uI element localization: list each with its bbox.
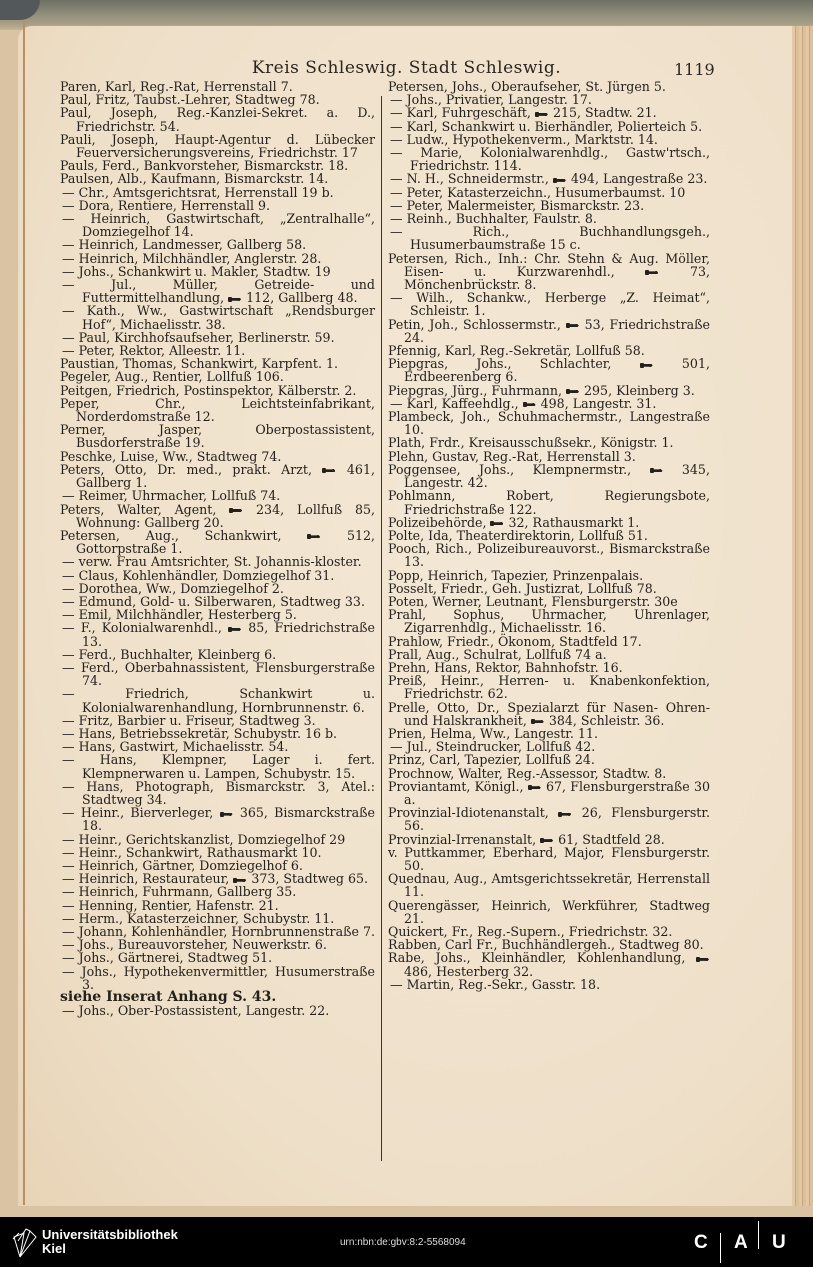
entry-text: Plath, Frdr., Kreisausschußsekr., Königstr. 1. xyxy=(388,435,674,451)
directory-entry xyxy=(60,1004,375,1017)
directory-entry: Rabe, Johs., Kleinhändler, Kohlenhandlung, 486, Hesterberg 32. xyxy=(388,951,710,977)
entry-text: Pauls, Ferd., Bankvorsteher, Bismarckstr. 18. xyxy=(60,158,349,174)
entry-text: Petersen, Aug., Schankwirt, xyxy=(60,527,282,543)
entry-address: Friedrichstraße 13. xyxy=(82,620,375,649)
telephone-icon xyxy=(229,506,243,514)
entry-text: Jul., Steindrucker, Lollfuß 42. xyxy=(406,739,596,755)
entry-text: Marie, Kolonialwarenhdlg., Gastw'rtsch., Friedrichstr. 114. xyxy=(410,145,710,174)
footer-bar xyxy=(0,1217,813,1267)
directory-entry: Petin, Joh., Schlossermstr., 53, Friedrichstraße 24. xyxy=(388,316,710,345)
telephone-icon xyxy=(531,717,545,725)
telephone-icon xyxy=(528,783,542,791)
entry-text: Heinrich, Restaurateur, xyxy=(78,871,230,887)
phone-number: 345 xyxy=(681,461,706,477)
directory-entry xyxy=(388,872,710,898)
directory-entry xyxy=(60,106,375,132)
entry-text: Claus, Kohlenhändler, Domziegelhof 31. xyxy=(78,567,335,583)
directory-entry xyxy=(388,608,710,634)
directory-entry: Provinzial-Idiotenanstalt, 26, Flensburgerstr. 56. xyxy=(388,805,710,834)
directory-entry xyxy=(388,489,710,515)
entry-text: Henning, Rentier, Hafenstr. 21. xyxy=(78,897,279,913)
directory-entry: — Heinrich, Restaurateur, 373, Stadtweg 65. xyxy=(60,872,375,885)
entry-address: Flensburgerstraße 30 a. xyxy=(404,778,710,807)
entry-text: Rabe, Johs., Kleinhändler, Kohlenhandlung, xyxy=(388,950,686,966)
telephone-icon xyxy=(220,810,234,818)
entry-text: Plehn, Gustav, Reg.-Rat, Herrenstall 3. xyxy=(388,448,636,464)
entry-text: Querengässer, Heinrich, Werkführer, Stadtweg 21. xyxy=(388,897,710,926)
entry-text: Heinr., Gerichtskanzlist, Domziegelhof 29 xyxy=(78,831,346,847)
telephone-icon xyxy=(490,519,504,527)
phone-number: 215 xyxy=(552,105,578,121)
entry-address: Stadtw. 21. xyxy=(585,105,657,121)
telephone-icon xyxy=(566,321,580,329)
directory-entry xyxy=(388,291,710,317)
entry-text: Provinzial-Irrenanstalt, xyxy=(388,831,537,847)
telephone-icon xyxy=(233,876,247,884)
column-divider xyxy=(381,96,382,1161)
entry-address: Schleistr. 36. xyxy=(580,712,665,728)
entry-text: N. H., Schneidermstr., xyxy=(406,171,549,187)
directory-entry: Piepgras, Jürg., Fuhrmann, 295, Kleinberg 3. xyxy=(388,382,695,398)
entry-text: verw. Frau Amtsrichter, St. Johannis-kloster. xyxy=(78,554,362,570)
phone-number: 461 xyxy=(346,461,371,477)
entry-address: Lollfuß 85, Wohnung: Gallberg 20. xyxy=(76,501,375,530)
library-name-line2: Kiel xyxy=(42,1241,66,1256)
phone-number: 486 xyxy=(404,963,429,979)
right-column xyxy=(388,80,710,991)
entry-text: Petersen, Rich., Inh.: Chr. Stehn & Aug. Möller, Eisen- u. Kurzwarenhdl., xyxy=(388,250,710,279)
entry-text: Johs., Bureauvorsteher, Neuwerkstr. 6. xyxy=(78,937,327,953)
directory-entry: Provinzial-Irrenanstalt, 61, Stadtfeld 28. xyxy=(388,831,665,847)
telephone-icon xyxy=(696,955,710,963)
entry-text: F., Kolonialwarenhdl., xyxy=(80,620,222,636)
cau-letter-c: C xyxy=(694,1232,708,1253)
entry-text: Poggensee, Johs., Klempnermstr., xyxy=(388,461,632,477)
entry-address: Bismarckstraße 18. xyxy=(82,805,375,834)
telephone-icon xyxy=(558,810,572,818)
directory-entry xyxy=(388,410,710,436)
entry-address: Kleinberg 3. xyxy=(616,382,695,398)
entry-text: Ferd., Buchhalter, Kleinberg 6. xyxy=(78,646,277,662)
entry-text: Piepgras, Johs., Schlachter, xyxy=(388,356,612,372)
phone-number: 112 xyxy=(246,290,271,306)
entry-text: Heinrich, Gastwirtschaft, „Zentralhalle“, Domziegelhof 14. xyxy=(82,211,375,240)
entry-text: Heinrich, Fuhrmann, Gallberg 35. xyxy=(78,884,297,900)
library-name xyxy=(42,1228,178,1256)
directory-entry xyxy=(60,133,375,159)
entry-text: Paul, Joseph, Reg.-Kanzlei-Sekret. a. D., Friedrichstr. 54. xyxy=(60,105,375,134)
page-number: 1119 xyxy=(674,60,715,79)
directory-entry: — Jul., Müller, Getreide- und Futtermittelhandlung, 112, Gallberg 48. xyxy=(60,278,375,304)
entry-address: Hesterberg 32. xyxy=(436,963,534,979)
telephone-icon xyxy=(540,836,554,844)
directory-entry xyxy=(388,542,710,568)
entry-text: Peters, Walter, Agent, xyxy=(60,501,217,517)
phone-number: 494 xyxy=(570,171,595,187)
entry-address: Stadtweg 65. xyxy=(283,871,369,887)
entry-text: Dorothea, Ww., Domziegelhof 2. xyxy=(78,580,284,596)
entry-text: Pohlmann, Robert, Regierungsbote, Friedrichstraße 122. xyxy=(388,488,710,517)
entry-text: Peter, Malermeister, Bismarckstr. 23. xyxy=(406,197,645,213)
telephone-icon xyxy=(228,295,242,303)
directory-entry: — F., Kolonialwarenhdl., 85, Friedrichstraße 13. xyxy=(60,621,375,647)
entry-text: Friedrich, Schankwirt u. Kolonialwarenhandlung, Hornbrunnenstr. 6. xyxy=(82,686,375,715)
phone-number: 501 xyxy=(681,356,706,372)
entry-text: Popp, Heinrich, Tapezier, Prinzenpalais. xyxy=(388,567,644,583)
entry-text: Polte, Ida, Theaterdirektorin, Lollfuß 51. xyxy=(388,527,648,543)
entry-text: Plambeck, Joh., Schuhmachermstr., Langestraße 10. xyxy=(388,409,710,438)
entry-text: Heinr., Schankwirt, Rathausmarkt 10. xyxy=(78,844,322,860)
directory-entry xyxy=(60,965,375,991)
entry-address: Gallberg 1. xyxy=(76,475,148,491)
entry-text: Paulsen, Alb., Kaufmann, Bismarckstr. 14. xyxy=(60,171,329,187)
phone-number: 512 xyxy=(346,527,371,543)
entry-text: Peper, Chr., Leichtsteinfabrikant, Norderdomstraße 12. xyxy=(60,395,375,425)
entry-text: Pfennig, Karl, Reg.-Sekretär, Lollfuß 58. xyxy=(388,343,645,359)
telephone-icon xyxy=(228,625,242,633)
entry-text: Prien, Helma, Ww., Langestr. 11. xyxy=(388,725,598,741)
entry-text: Polizeibehörde, xyxy=(388,514,487,530)
directory-entry: Peters, Otto, Dr. med., prakt. Arzt, 461, Gallberg 1. xyxy=(60,461,375,491)
telephone-icon xyxy=(650,466,664,474)
entry-text: Peters, Otto, Dr. med., prakt. Arzt, xyxy=(60,461,312,477)
entry-text: Prehn, Hans, Rektor, Bahnhofstr. 16. xyxy=(388,659,623,675)
entry-text: Johs., Gärtnerei, Stadtweg 51. xyxy=(78,950,273,966)
entry-text: Quickert, Fr., Reg.-Supern., Friedrichstr. 32. xyxy=(388,924,673,939)
directory-entry xyxy=(60,687,375,713)
entry-text: Emil, Milchhändler, Hesterberg 5. xyxy=(78,607,297,623)
entry-text: Paustian, Thomas, Schankwirt, Karpfent. 1. xyxy=(60,356,338,372)
entry-text: Peter, Rektor, Alleestr. 11. xyxy=(78,343,246,359)
phone-number: 295 xyxy=(584,382,609,398)
entry-text: Hans, Betriebssekretär, Schubystr. 16 b. xyxy=(78,725,338,741)
entry-text: Rich., Buchhandlungsgeh., Husumerbaumstraße 15 c. xyxy=(410,224,710,253)
entry-text: Paul, Kirchhofsaufseher, Berlinerstr. 59. xyxy=(78,329,335,345)
entry-text: Prahlow, Friedr., Ökonom, Stadtfeld 17. xyxy=(388,633,642,649)
entry-text: Reinh., Buchhalter, Faulstr. 8. xyxy=(406,211,597,227)
directory-entry xyxy=(388,674,710,700)
cau-letter-u: U xyxy=(772,1232,786,1253)
page-gutter xyxy=(23,20,25,1205)
entry-text: Hans, Photograph, Bismarckstr. 3, Atel.: Stadtweg 34. xyxy=(82,778,375,807)
directory-entry: Prelle, Otto, Dr., Spezialarzt für Nasen- Ohren- und Halskrankheit, 384, Schleistr. 36. xyxy=(388,699,710,728)
entry-address: Flensburgerstr. 56. xyxy=(404,805,710,834)
entry-text: Pooch, Rich., Polizeibureauvorst., Bismarckstraße 13. xyxy=(388,541,710,570)
phone-number: 384 xyxy=(548,712,573,728)
urn-identifier: urn:nbn:de:gbv:8:2-5568094 xyxy=(340,1237,466,1248)
directory-entry xyxy=(388,846,710,872)
entry-text: Paul, Fritz, Taubst.-Lehrer, Stadtweg 78. xyxy=(60,92,320,108)
entry-text: Karl, Kaffeehdlg., xyxy=(406,395,519,411)
entry-text: Martin, Reg.-Sekr., Gasstr. 18. xyxy=(406,976,601,992)
entry-text: Jul., Müller, Getreide- und Futtermittelhandlung, xyxy=(82,277,375,306)
entry-text: Heinrich, Gärtner, Domziegelhof 6. xyxy=(78,857,303,873)
entry-text: Prahl, Sophus, Uhrmacher, Uhrenlager, Zigarrenhdlg., Michaelisstr. 16. xyxy=(388,607,710,636)
entry-text: Fritz, Barbier u. Friseur, Stadtweg 3. xyxy=(78,712,316,728)
entry-text: Petersen, Johs., Oberaufseher, St. Jürgen 5. xyxy=(388,79,666,94)
entry-text: Ferd., Oberbahnassistent, Flensburgerstraße 74. xyxy=(80,659,375,689)
entry-text: Peschke, Luise, Ww., Stadtweg 74. xyxy=(60,448,282,464)
phone-number: 373 xyxy=(251,871,276,887)
telephone-icon xyxy=(645,268,659,276)
telephone-icon xyxy=(553,176,567,184)
library-logo-icon xyxy=(10,1223,38,1261)
directory-entry xyxy=(60,753,375,779)
directory-entry xyxy=(60,780,375,806)
directory-entry xyxy=(60,304,375,330)
entry-text: Provinzial-Idiotenanstalt, xyxy=(388,805,549,821)
directory-entry xyxy=(60,423,375,449)
phone-number: 234 xyxy=(256,501,281,517)
directory-entry: Poggensee, Johs., Klempnermstr., 345, Langestr. 42. xyxy=(388,461,710,491)
directory-entry: Petersen, Rich., Inh.: Chr. Stehn & Aug. Möller, Eisen- u. Kurzwarenhdl., 73, Mönchenbrückstr. 8. xyxy=(388,250,710,293)
entry-text: Johann, Kohlenhändler, Hornbrunnenstraße 7. xyxy=(78,924,375,939)
entry-text: Heinr., Bierverleger, xyxy=(80,805,214,821)
entry-text: Prelle, Otto, Dr., Spezialarzt für Nasen- Ohren- und Halskrankheit, xyxy=(388,699,710,728)
directory-entry xyxy=(388,899,710,925)
entry-text: v. Puttkammer, Eberhard, Major, Flensburgerstr. 50. xyxy=(388,844,710,873)
entry-address: Langestr. 31. xyxy=(572,395,657,411)
entry-text: Wilh., Schankw., Herberge „Z. Heimat“, Schleistr. 1. xyxy=(410,290,710,319)
entry-address: Rathausmarkt 1. xyxy=(532,514,640,530)
entry-text: Kath., Ww., Gastwirtschaft „Rendsburger Hof“, Michaelisstr. 38. xyxy=(82,303,375,332)
entry-text: Johs., Privatier, Langestr. 17. xyxy=(406,92,592,108)
entry-text: Dora, Rentiere, Herrenstall 9. xyxy=(78,197,271,213)
entry-text: Pegeler, Aug., Rentier, Lollfuß 106. xyxy=(60,369,284,385)
page-stack-edge xyxy=(792,26,813,1206)
telephone-icon xyxy=(523,400,537,408)
telephone-icon xyxy=(322,466,336,474)
cau-divider xyxy=(758,1221,759,1249)
entry-address: Stadtfeld 28. xyxy=(582,831,665,847)
phone-number: 26 xyxy=(581,805,598,821)
left-column xyxy=(60,80,375,1017)
entry-text: siehe Inserat Anhang S. 43. xyxy=(60,989,277,1006)
entry-text: Quednau, Aug., Amtsgerichtssekretär, Herrenstall 11. xyxy=(388,871,710,900)
entry-text: Johs., Ober-Postassistent, Langestr. 22. xyxy=(78,1003,330,1019)
phone-number: 53 xyxy=(584,316,601,332)
entry-text: Hans, Klempner, Lager i. fert. Klempnerwaren u. Lampen, Schubystr. 15. xyxy=(82,752,375,781)
entry-text: Heinrich, Landmesser, Gallberg 58. xyxy=(78,237,307,253)
telephone-icon xyxy=(566,387,580,395)
entry-address: Gallberg 48. xyxy=(278,290,358,306)
directory-entry: Proviantamt, Königl., 67, Flensburgerstraße 30 a. xyxy=(388,778,710,807)
entry-text: Pauli, Joseph, Haupt-Agentur d. Lübecker Feuerversicherungsvereins, Friedrichstr. 17 xyxy=(60,131,375,161)
entry-address: Gottorpstraße 1. xyxy=(76,541,183,557)
entry-text: Piepgras, Jürg., Fuhrmann, xyxy=(388,382,562,398)
directory-entry: — Heinr., Bierverleger, 365, Bismarckstraße 18. xyxy=(60,806,375,832)
entry-text: Heinrich, Milchhändler, Anglerstr. 28. xyxy=(78,250,322,266)
entry-text: Ludw., Hypothekenverm., Marktstr. 14. xyxy=(406,131,658,147)
directory-entry: — Karl, Kaffeehdlg., 498, Langestr. 31. xyxy=(388,397,710,410)
phone-number: 498 xyxy=(540,395,565,411)
running-title: Kreis Schleswig. Stadt Schleswig. xyxy=(251,58,562,78)
entry-text: Proviantamt, Königl., xyxy=(388,778,524,794)
directory-entry xyxy=(388,146,710,172)
telephone-icon xyxy=(535,110,549,118)
cau-divider xyxy=(720,1233,721,1263)
cau-letter-a: A xyxy=(734,1232,748,1253)
entry-text: Peitgen, Friedrich, Postinspektor, Kälberstr. 2. xyxy=(60,382,357,398)
phone-number: 73 xyxy=(689,263,706,279)
entry-text: Posselt, Friedr., Geh. Justizrat, Lollfuß 78. xyxy=(388,580,657,596)
telephone-icon xyxy=(307,532,321,540)
entry-text: Prochnow, Walter, Reg.-Assessor, Stadtw. 8. xyxy=(388,765,667,781)
phone-number: 365 xyxy=(239,805,264,821)
entry-text: Karl, Fuhrgeschäft, xyxy=(406,105,531,121)
entry-address: Langestraße 23. xyxy=(602,171,708,187)
cau-logo xyxy=(690,1225,810,1259)
directory-entry: Peters, Walter, Agent, 234, Lollfuß 85, Wohnung: Gallberg 20. xyxy=(60,501,375,530)
entry-address: Erdbeerenberg 6. xyxy=(404,369,518,385)
directory-entry: — Karl, Fuhrgeschäft, 215, Stadtw. 21. xyxy=(388,106,710,119)
entry-text: Poten, Werner, Leutnant, Flensburgerstr. 30e xyxy=(388,593,678,609)
entry-text: Paren, Karl, Reg.-Rat, Herrenstall 7. xyxy=(60,79,293,94)
directory-entry: — N. H., Schneidermstr., 494, Langestraße 23. xyxy=(388,172,710,185)
entry-text: Perner, Jasper, Oberpostassistent, Busdorferstraße 19. xyxy=(60,422,375,451)
directory-entry xyxy=(60,661,375,687)
telephone-icon xyxy=(640,361,654,369)
entry-text: Karl, Schankwirt u. Bierhändler, Polierteich 5. xyxy=(406,118,703,134)
entry-text: Prinz, Carl, Tapezier, Lollfuß 24. xyxy=(388,752,595,768)
entry-text: Chr., Amtsgerichtsrat, Herrenstall 19 b. xyxy=(78,184,334,200)
phone-number: 61 xyxy=(558,831,575,847)
directory-entry xyxy=(60,212,375,238)
directory-entry xyxy=(388,225,710,251)
entry-address: Friedrichstraße 24. xyxy=(404,316,710,345)
directory-entry xyxy=(60,397,375,423)
directory-entry xyxy=(388,978,710,991)
entry-address: Langestr. 42. xyxy=(404,475,488,491)
phone-number: 67 xyxy=(546,778,563,794)
entry-text: Peter, Katasterzeichn., Husumerbaumst. 10 xyxy=(406,184,686,200)
entry-text: Preiß, Heinr., Herren- u. Knabenkonfektion, Friedrichstr. 62. xyxy=(388,673,710,702)
entry-text: Johs., Hypothekenvermittler, Husumerstraße 3. xyxy=(81,963,375,992)
entry-text: Reimer, Uhrmacher, Lollfuß 74. xyxy=(78,488,281,504)
library-name-line1: Universitätsbibliothek xyxy=(42,1227,178,1242)
entry-text: Herm., Katasterzeichner, Schubystr. 11. xyxy=(78,910,335,926)
entry-text: Prall, Aug., Schulrat, Lollfuß 74 a. xyxy=(388,646,607,662)
directory-entry: Polizeibehörde, 32, Rathausmarkt 1. xyxy=(388,514,640,530)
directory-entry: Petersen, Aug., Schankwirt, 512, Gottorpstraße 1. xyxy=(60,527,375,557)
entry-text: Petin, Joh., Schlossermstr., xyxy=(388,316,561,332)
entry-text: Edmund, Gold- u. Silberwaren, Stadtweg 33. xyxy=(78,593,365,609)
entry-address: Mönchenbrückstr. 8. xyxy=(404,277,537,293)
entry-text: Johs., Schankwirt u. Makler, Stadtw. 19 xyxy=(78,263,331,279)
directory-entry: Piepgras, Johs., Schlachter, 501, Erdbeerenberg 6. xyxy=(388,356,710,385)
phone-number: 85 xyxy=(248,620,265,636)
entry-text: Hans, Gastwirt, Michaelisstr. 54. xyxy=(78,739,289,755)
phone-number: 32 xyxy=(508,514,525,530)
entry-text: Rabben, Carl Fr., Buchhändlergeh., Stadtweg 80. xyxy=(388,937,704,953)
